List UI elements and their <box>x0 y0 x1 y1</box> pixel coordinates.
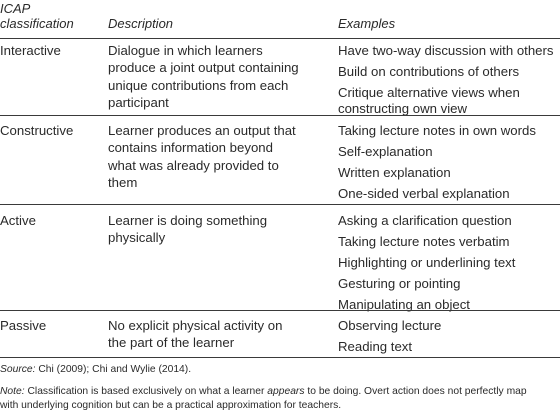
header-rule <box>0 38 560 39</box>
row-divider <box>0 115 560 116</box>
source-footnote <box>0 363 560 377</box>
row-description-line: Dialogue in which learners <box>108 43 263 58</box>
row-description-line: what was already provided to <box>108 157 279 173</box>
example-item: Gesturing or pointing <box>338 276 461 291</box>
row-description-line: them <box>108 174 138 190</box>
header-classification-line2: classification <box>0 16 74 31</box>
example-item: Reading text <box>338 339 413 354</box>
source-label: Source: <box>0 364 36 375</box>
note-footnote <box>0 385 560 399</box>
note-text-1: Classification is based exclusively on what a learner <box>24 386 268 397</box>
source-text: Chi (2009); Chi and Wylie (2014). <box>35 364 192 375</box>
note-text-2: to be doing. Overt action does not perfectly map <box>304 386 527 397</box>
example-item: Taking lecture notes in own words <box>338 123 536 138</box>
row-description-line: unique contributions from each <box>108 77 289 93</box>
row-description-line: participant <box>108 94 169 110</box>
header-classification <box>0 1 74 31</box>
row-divider <box>0 204 560 205</box>
row-classification: Interactive <box>0 43 61 58</box>
example-item: Written explanation <box>338 165 451 180</box>
header-classification-line1: ICAP <box>0 1 31 16</box>
row-description-line: Learner produces an output that <box>108 123 296 138</box>
example-item: Manipulating an object <box>338 297 470 312</box>
example-item: Critique alternative views when <box>338 85 520 100</box>
example-item: Self-explanation <box>338 144 433 159</box>
example-item: Observing lecture <box>338 318 442 333</box>
row-classification: Passive <box>0 318 47 333</box>
row-description-line: Learner is doing something <box>108 213 268 228</box>
example-item: Have two-way discussion with others <box>338 43 554 58</box>
header-examples: Examples <box>338 16 396 31</box>
row-description-line: physically <box>108 230 166 246</box>
row-description-line: the part of the learner <box>108 335 235 351</box>
note-label: Note: <box>0 386 25 397</box>
row-classification: Constructive <box>0 123 74 138</box>
row-divider <box>0 310 560 311</box>
example-item: constructing own view <box>338 101 468 116</box>
header-description: Description <box>108 16 174 31</box>
example-item: Taking lecture notes verbatim <box>338 234 510 249</box>
note-emphasis: appears <box>267 386 305 397</box>
example-item: Asking a clarification question <box>338 213 512 228</box>
row-description-line: produce a joint output containing <box>108 60 299 76</box>
example-item: One-sided verbal explanation <box>338 186 510 201</box>
row-description-line: contains information beyond <box>108 140 273 156</box>
row-description-line: No explicit physical activity on <box>108 318 283 333</box>
note-footnote-line2: with underlying cognition but can be a practical approximation for teachers. <box>0 400 342 411</box>
row-classification: Active <box>0 213 36 228</box>
table-bottom-rule <box>0 357 560 358</box>
example-item: Build on contributions of others <box>338 64 520 79</box>
example-item: Highlighting or underlining text <box>338 255 516 270</box>
